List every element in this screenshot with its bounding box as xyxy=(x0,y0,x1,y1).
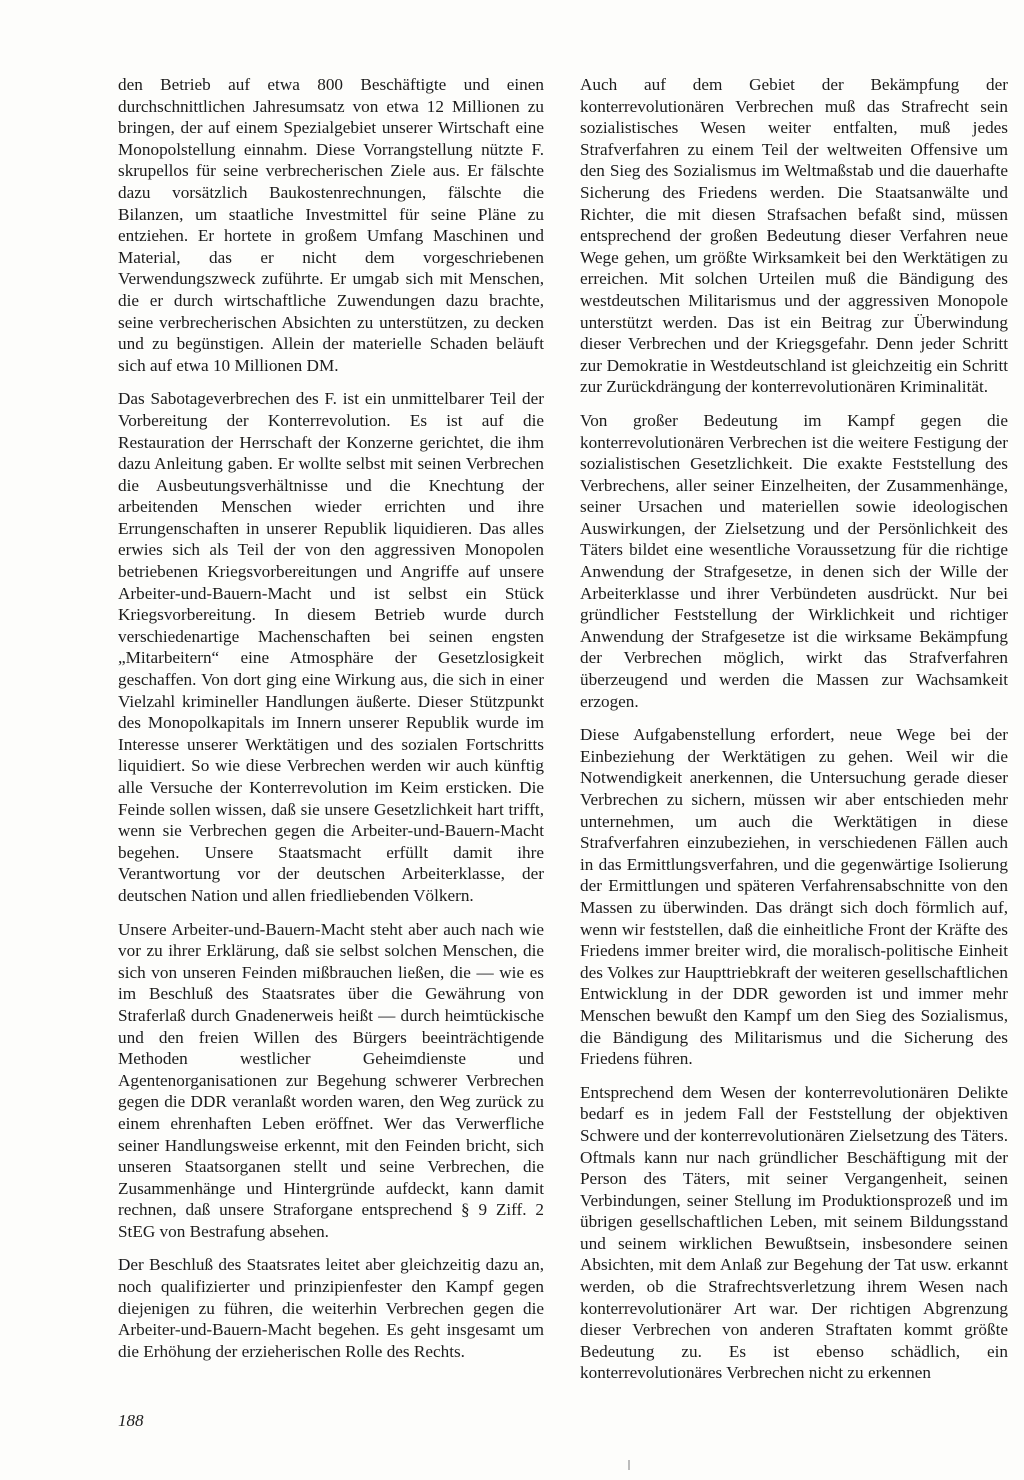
right-column xyxy=(580,74,1008,1396)
scan-artifact xyxy=(628,1460,630,1470)
left-column xyxy=(118,74,544,1374)
paragraph: Diese Aufgabenstellung erfordert, neue Wege bei der Einbeziehung der Werktätigen zu gehen. Weil wir die Notwendigkeit anerkennen, die Untersuchung gerade dieser Verbrechen zu sichern, müssen wir aber entschieden mehr unternehmen, um auch die Werktätigen in diese Strafverfahren einzubeziehen, in verschiedenen Fällen auch in das Ermittlungsverfahren, und die gegenwärtige Isolierung der Ermittlungen und späteren Verfahrensabschnitte von den Massen zu überwinden. Das drängt sich doch förmlich auf, wenn wir feststellen, daß die einheitliche Front der Kräfte des Friedens immer breiter wird, die moralisch-politische Einheit des Volkes zur Haupttriebkraft der weiteren gesellschaftlichen Entwicklung in der DDR geworden ist und immer mehr Menschen bewußt den Kampf um den Sieg des Sozialismus, die Bändigung des Militarismus und die Sicherung des Friedens führen. xyxy=(580,725,1008,1069)
paragraph: Das Sabotageverbrechen des F. ist ein unmittelbarer Teil der Vorbereitung der Konterrevolution. Es ist auf die Restauration der Herrschaft der Konzerne gerichtet, die ihm dazu Anleitung gaben. Er wollte selbst mit seinen Verbrechen die Ausbeutungsverhältnisse und die Knechtung der arbeitenden Menschen wieder errichten und ihre Errungenschaften in unserer Republik liquidieren. Das alles erwies sich als Teil der von den aggressiven Monopolen betriebenen Kriegsvorbereitungen und Angriffe auf unsere Arbeiter-und-Bauern-Macht und ist selbst ein Stück Kriegsvorbereitung. In diesem Betrieb wurde durch verschiedenartige Machenschaften bei seinen engsten „Mitarbeitern“ eine Atmosphäre der Gesetzlosigkeit geschaffen. Von dort ging eine Wirkung aus, die sich in einer Vielzahl krimineller Handlungen äußerte. Dieser Stützpunkt des Monopolkapitals im Innern unserer Republik wurde im Interesse unserer Werktätigen und des sozialen Fortschritts liquidiert. So wie diese Verbrechen werden wir auch künftig alle Versuche der Konterrevolution im Keim ersticken. Die Feinde sollen wissen, daß sie unsere Gesetzlichkeit hart trifft, wenn sie Verbrechen gegen die Arbeiter-und-Bauern-Macht begehen. Unsere Staatsmacht erfüllt damit ihre Verantwortung vor der deutschen Arbeiterklasse, der deutschen Nation und allen friedliebenden Völkern. xyxy=(118,389,544,905)
paragraph: den Betrieb auf etwa 800 Beschäftigte und einen durchschnittlichen Jahresumsatz von etwa 12 Millionen zu bringen, der auf einem Spezialgebiet unserer Wirtschaft eine Monopolstellung einnahm. Diese Vorrangstellung nützte F. skrupellos für seine verbrecherischen Ziele aus. Er fälschte dazu vorsätzlich Baukostenrechnungen, fälschte die Bilanzen, um staatliche Investmittel für seine Pläne zu entziehen. Er hortete in großem Umfang Maschinen und Material, das er nicht dem vorgeschriebenen Verwendungszweck zuführte. Er umgab sich mit Menschen, die er durch wirtschaftliche Zuwendungen dazu brachte, seine verbrecherischen Absichten zu unterstützen, zu decken und zu begünstigen. Allein der materielle Schaden beläuft sich auf etwa 10 Millionen DM. xyxy=(118,75,544,375)
paragraph: Der Beschluß des Staatsrates leitet aber gleichzeitig dazu an, noch qualifizierter und prinzipienfester den Kampf gegen diejenigen zu führen, die weiterhin Verbrechen gegen die Arbeiter-und-Bauern-Macht begehen. Es geht insgesamt um die Erhöhung der erzieherischen Rolle des Rechts. xyxy=(118,1255,544,1361)
paragraph: Entsprechend dem Wesen der konterrevolutionären Delikte bedarf es in jedem Fall der Feststellung der objektiven Schwere und der konterrevolutionären Zielsetzung des Täters. Oftmals kann nur nach gründlicher Beschäftigung mit der Person des Täters, mit seiner Vergangenheit, seinen Verbindungen, seiner Stellung im Produktionsprozeß und im übrigen gesellschaftlichen Leben, mit seinem Bildungsstand und seinem wirklichen Bewußtsein, insbesondere seinen Absichten, mit dem Anlaß zur Begehung der Tat usw. erkannt werden, ob die Strafrechtsverletzung ihrem Wesen nach konterrevolutionärer Art war. Der richtigen Abgrenzung dieser Verbrechen von anderen Straftaten kommt größte Bedeutung zu. Es ist ebenso schädlich, ein konterrevolutionäres Verbrechen nicht zu erkennen xyxy=(580,1082,1008,1383)
paragraph: Unsere Arbeiter-und-Bauern-Macht steht aber auch nach wie vor zu ihrer Erklärung, daß sie selbst solchen Menschen, die sich von unseren Feinden mißbrauchen ließen, die — wie es im Beschluß des Staatsrates über die Gewährung von Straferlaß durch Gnadenerweis heißt — durch heimtückische und den freien Willen des Bürgers beeinträchtigende Methoden westlicher Geheimdienste und Agentenorganisationen zur Begehung schwerer Verbrechen gegen die DDR veranlaßt worden waren, den Weg zurück zu einem ehrenhaften Leben eröffnet. Wer das Verwerfliche seiner Handlungsweise erkennt, mit den Feinden bricht, sich unseren Staatsorganen stellt und seine Verbrechen, die Zusammenhänge und Hintergründe aufdeckt, kann damit rechnen, daß unsere Straforgane entsprechend § 9 Ziff. 2 StEG von Bestrafung absehen. xyxy=(118,919,544,1241)
paragraph: Von großer Bedeutung im Kampf gegen die konterrevolutionären Verbrechen ist die weitere Festigung der sozialistischen Gesetzlichkeit. Die exakte Feststellung des Verbrechens, aller seiner Einzelheiten, der Zusammenhänge, seiner Ursachen und materiellen sowie ideologischen Auswirkungen, der Zielsetzung und der Persönlichkeit des Täters bildet eine wesentliche Voraussetzung für die richtige Anwendung der Strafgesetze, in denen sich der Wille der Arbeiterklasse und ihrer Verbündeten ausdrückt. Nur bei gründlicher Feststellung der Wirklichkeit und richtiger Anwendung der Strafgesetze ist die wirksame Bekämpfung der Verbrechen möglich, wirkt das Strafverfahren überzeugend und werden die Massen zur Wachsamkeit erzogen. xyxy=(580,410,1008,711)
page-number: 188 xyxy=(118,1411,144,1430)
paragraph: Auch auf dem Gebiet der Bekämpfung der konterrevolutionären Verbrechen muß das Strafrecht sein sozialistisches Wesen weiter entfalten, muß jedes Strafverfahren zu einem Teil der weltweiten Offensive um den Sieg des Sozialismus im Weltmaßstab und die dauerhafte Sicherung des Friedens werden. Die Staatsanwälte und Richter, die mit diesen Strafsachen befaßt sind, müssen entsprechend der großen Bedeutung dieser Verfahren neue Wege gehen, um größte Wirksamkeit bei den Werktätigen zu erreichen. Mit solchen Urteilen muß die Bändigung des westdeutschen Militarismus und der aggressiven Monopole unterstützt werden. Das ist ein Beitrag zur Überwindung dieser Verbrechen und der Kriegsgefahr. Denn jeder Schritt zur Demokratie in Westdeutschland ist gleichzeitig ein Schritt zur Zurückdrängung der konterrevolutionären Kriminalität. xyxy=(580,75,1008,397)
